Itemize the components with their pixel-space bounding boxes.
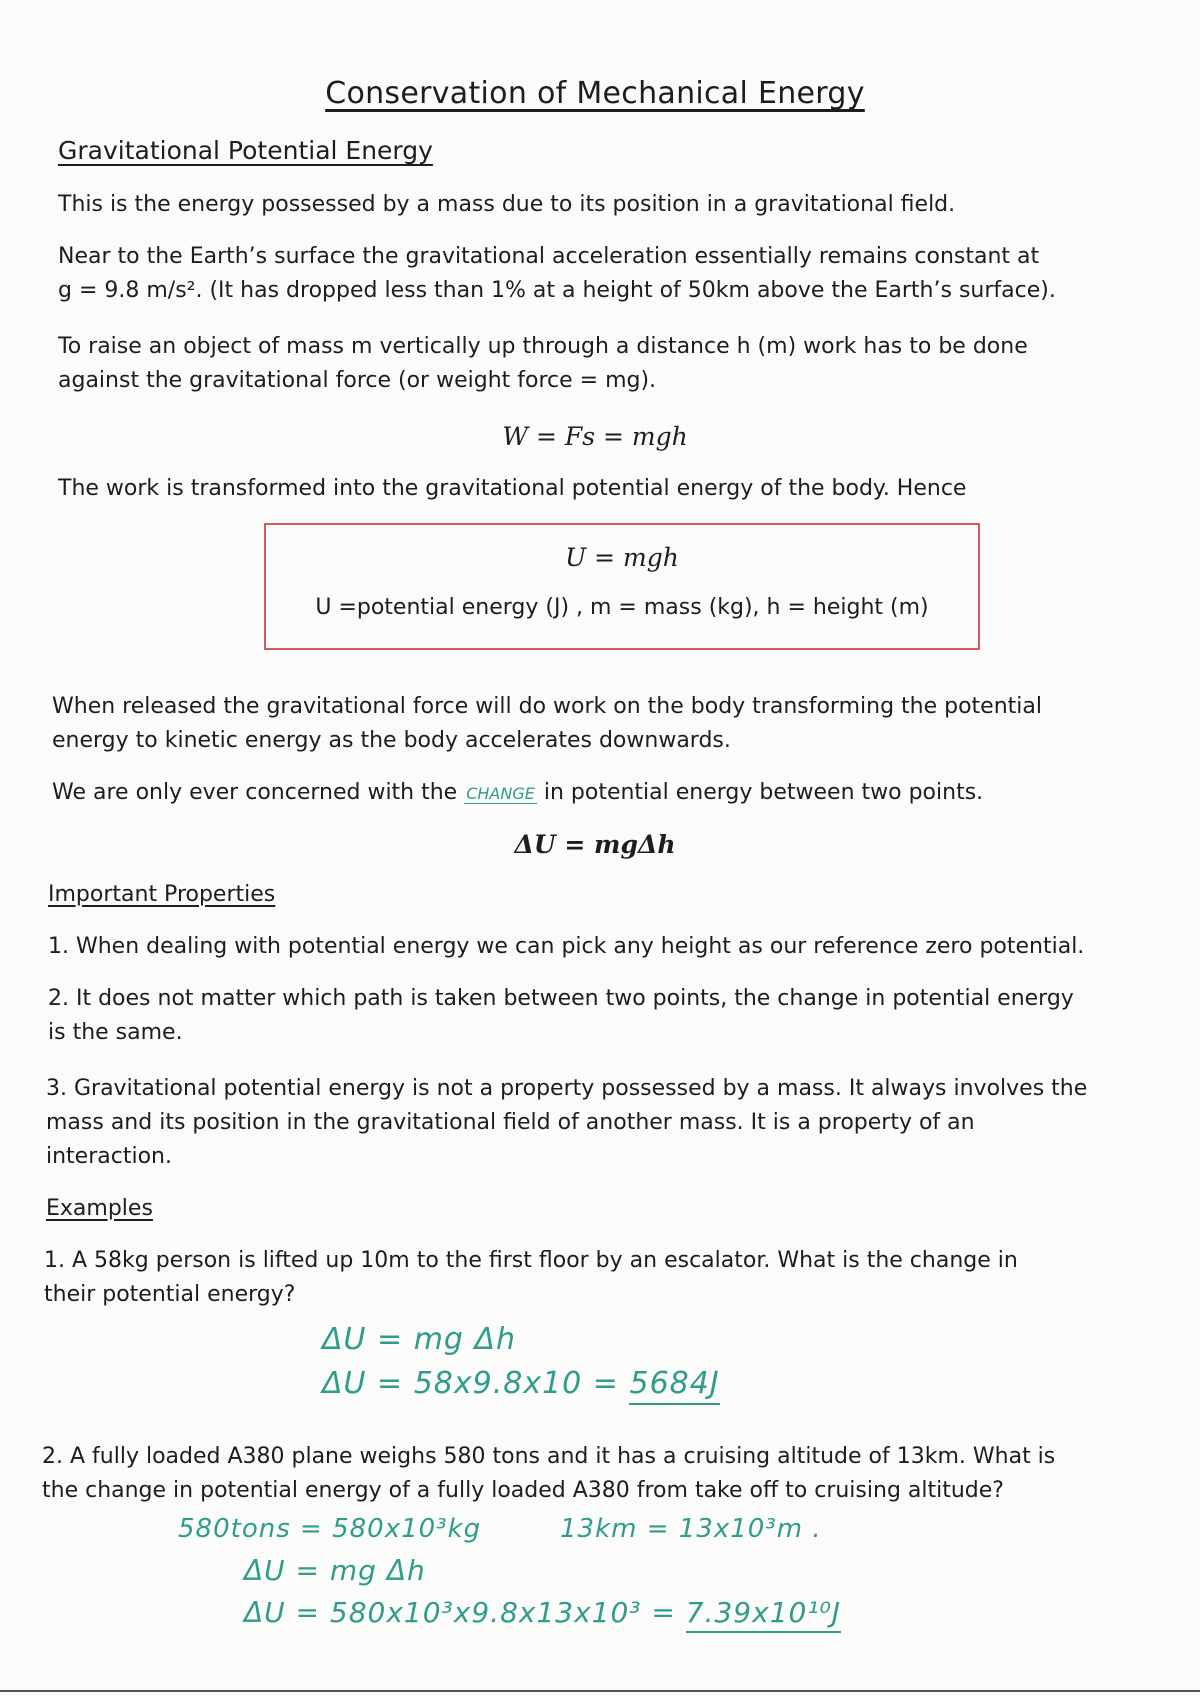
intro-paragraph-2-line-2: g = 9.8 m/s². (It has dropped less than 1% at a height of 50km above the Earth’s surface). [58,278,1056,303]
property-3-line-1: 3. Gravitational potential energy is not a property possessed by a mass. It always involves the [46,1076,1088,1101]
intro-paragraph-1: This is the energy possessed by a mass due to its position in a gravitational field. [58,192,956,217]
delta-potential-equation: ΔU = mgΔh [514,830,676,859]
page-title: Conservation of Mechanical Energy [325,76,865,111]
example-1-question-line-1: 1. A 58kg person is lifted up 10m to the first floor by an escalator. What is the change in [44,1248,1018,1273]
example-2-question-line-2: the change in potential energy of a fully loaded A380 from take off to cruising altitude? [42,1478,1004,1503]
example-2-answer-line-2 [244,1596,841,1629]
example-2-mass-conversion: 580tons = 580x10³kg [178,1514,482,1544]
intro-paragraph-3-line-2: against the gravitational force (or weight force = mg). [58,368,657,393]
example-1-answer-line-1: ΔU = mg Δh [322,1322,517,1357]
change-sentence-end: in potential energy between two points. [543,780,984,805]
examples-heading: Examples [46,1196,153,1221]
change-sentence-start: We are only ever concerned with the [52,780,458,805]
page-bottom-edge [0,1690,1200,1692]
intro-paragraph-3-line-1: To raise an object of mass m vertically up through a distance h (m) work has to be done [58,334,1028,359]
example-1-question-line-2: their potential energy? [44,1282,296,1307]
example-2-height-conversion: 13km = 13x10³m . [560,1514,822,1544]
work-equation: W = Fs = mgh [502,422,688,451]
example-1-answer-result: 5684J [629,1366,719,1405]
section-heading: Gravitational Potential Energy [58,136,433,165]
property-3-line-2: mass and its position in the gravitational field of another mass. It is a property of an [46,1110,975,1135]
example-2-answer-result: 7.39x10¹⁰J [686,1596,841,1633]
example-2-question-line-1: 2. A fully loaded A380 plane weighs 580 tons and it has a cruising altitude of 13km. What is [42,1444,1056,1469]
property-2-line-2: is the same. [48,1020,183,1045]
variable-definitions: U =potential energy (J) , m = mass (kg), h = height (m) [315,595,929,620]
example-2-answer-expression: ΔU = 580x10³x9.8x13x10³ = [244,1596,676,1629]
change-handwritten-word: CHANGE [466,784,535,803]
intro-paragraph-2-line-1: Near to the Earth’s surface the gravitational acceleration essentially remains constant at [58,244,1040,269]
intro-paragraph-4: The work is transformed into the gravitational potential energy of the body. Hence [58,476,967,501]
properties-heading: Important Properties [48,882,276,907]
release-paragraph-line-2: energy to kinetic energy as the body accelerates downwards. [52,728,731,753]
example-2-answer-line-1: ΔU = mg Δh [244,1554,426,1587]
change-sentence [52,776,983,811]
example-1-answer-line-2 [322,1366,720,1401]
property-1: 1. When dealing with potential energy we can pick any height as our reference zero potential. [48,934,1085,959]
release-paragraph-line-1: When released the gravitational force will do work on the body transforming the potential [52,694,1042,719]
example-1-answer-expression: ΔU = 58x9.8x10 = [322,1366,619,1401]
potential-energy-formula-box [264,523,980,650]
potential-energy-equation: U = mgh [565,543,679,572]
property-2-line-1: 2. It does not matter which path is taken between two points, the change in potential energy [48,986,1074,1011]
property-3-line-3: interaction. [46,1144,172,1169]
